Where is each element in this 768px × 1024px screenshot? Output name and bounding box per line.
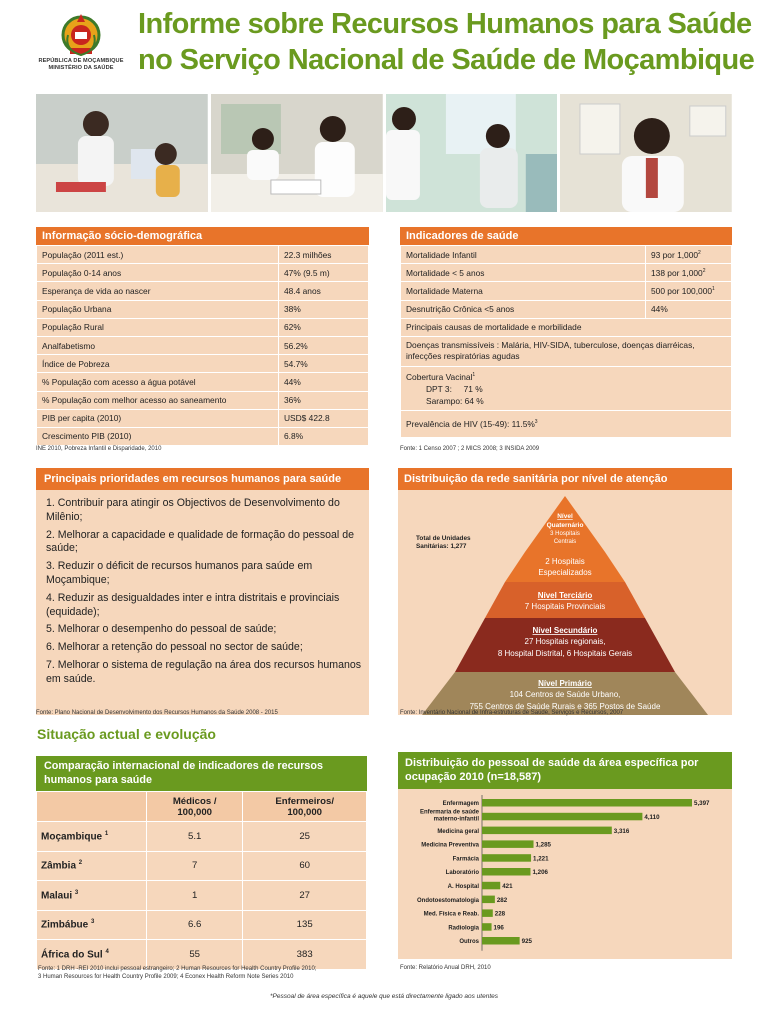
socio-row xyxy=(37,336,369,354)
socio-value: 48.4 anos xyxy=(279,282,369,300)
socio-label: População Urbana xyxy=(37,300,279,318)
doctors-value: 7 xyxy=(147,851,243,881)
health-label: Mortalidade < 5 anos xyxy=(401,264,646,282)
category-label: Medicina Preventiva xyxy=(421,842,479,849)
total-label-1: Total de Unidades xyxy=(416,535,471,542)
category-label: Ondotoestomatologia xyxy=(417,897,479,904)
health-label: Mortalidade Infantil xyxy=(401,246,646,264)
health-title: Indicadores de saúde xyxy=(400,227,732,245)
socio-row xyxy=(37,373,369,391)
socio-label: População (2011 est.) xyxy=(37,246,279,264)
value-label: 1,221 xyxy=(533,855,549,863)
dpt3-label: DPT 3: xyxy=(426,384,452,395)
secundario-title: Nível Secundário xyxy=(532,626,598,635)
coat-of-arms-icon xyxy=(58,10,104,58)
priorities-panel xyxy=(36,468,369,715)
value-label: 228 xyxy=(494,910,506,918)
socio-value: 44% xyxy=(279,373,369,391)
page-title xyxy=(138,6,758,78)
terciario-text: 7 Hospitais Provinciais xyxy=(524,602,606,611)
socio-row xyxy=(37,355,369,373)
pyramid-diagram xyxy=(398,490,732,715)
value-label: 4,110 xyxy=(644,814,660,821)
socio-label: % População com melhor acesso ao saneamento xyxy=(37,391,279,409)
hiv-value: Prevalência de HIV (15-49): 11.5% xyxy=(406,418,535,429)
vaccine-cell: Cobertura Vacinal$^1$ DPT 3: 71 % Sarampo: 64 % xyxy=(401,366,732,410)
secundario-text2: 8 Hospital Distrital, 6 Hospitais Gerais xyxy=(497,649,633,658)
category-label: Laboratório xyxy=(445,870,479,877)
socio-value: 22.3 milhões xyxy=(279,246,369,264)
photo-strip xyxy=(36,94,732,212)
health-label: Mortalidade Materna xyxy=(401,282,646,300)
doctors-value: 1 xyxy=(147,881,243,911)
bar xyxy=(482,827,612,835)
priority-item: 7. Melhorar o sistema de regulação na área dos recursos humanos em saúde. xyxy=(46,658,362,685)
vaccine-title: Cobertura Vacinal xyxy=(406,372,473,383)
doctors-value: 6.6 xyxy=(147,910,243,940)
socio-row xyxy=(37,409,369,427)
value-label: 5,397 xyxy=(694,800,710,808)
health-row xyxy=(401,246,732,264)
socio-value: 36% xyxy=(279,391,369,409)
health-table xyxy=(400,245,732,438)
causes-text: Doenças transmissíveis : Malária, HIV-SIDA, tuberculose, doenças diarréicas, infecções respiratórias agudas xyxy=(401,336,732,366)
nurses-value: 25 xyxy=(243,822,367,852)
value-label: 1,206 xyxy=(532,869,548,877)
emblem xyxy=(33,10,129,72)
socio-value: 62% xyxy=(279,318,369,336)
bar xyxy=(482,896,495,904)
quaternario-title2: Quaternário xyxy=(546,522,584,529)
health-row xyxy=(401,300,732,318)
socio-label: População Rural xyxy=(37,318,279,336)
bar xyxy=(482,813,642,821)
socio-value: 54.7% xyxy=(279,355,369,373)
value-label: 282 xyxy=(496,896,508,904)
priorities-source: Fonte: Plano Nacional de Desenvolvimento dos Recursos Humanos da Saúde 2008 - 2015 xyxy=(36,710,278,716)
country-name: Zâmbia $^2$ xyxy=(37,851,147,881)
measles-value: Sarampo: 64 % xyxy=(426,396,484,407)
primario-text1: 104 Centros de Saúde Urbano, xyxy=(509,690,621,699)
title-line-1: Informe sobre Recursos Humanos para Saúde xyxy=(138,8,752,40)
pyramid-terciario xyxy=(485,582,645,618)
doctors-value: 5.1 xyxy=(147,822,243,852)
value-label: 196 xyxy=(493,924,504,932)
total-label-2: Sanitárias: 1,277 xyxy=(416,543,467,550)
doctors-value: 55 xyxy=(147,940,243,970)
comparison-source xyxy=(38,965,378,981)
col-doctors: Médicos / 100,000 xyxy=(147,792,243,822)
priority-item: 2. Melhorar a capacidade e qualidade de formação do pessoal de saúde; xyxy=(46,528,355,555)
health-source: Fonte: 1 Censo 2007 ; 2 MICS 2008; 3 INSIDA 2009 xyxy=(400,446,540,452)
socio-label: Índice de Pobreza xyxy=(37,355,279,373)
category-label: Radiologia xyxy=(448,925,479,932)
col-nurses: Enfermeiros/ 100,000 xyxy=(243,792,367,822)
priority-item: 5. Melhorar o desempenho do pessoal de saúde; xyxy=(46,623,277,636)
socio-label: Crescimento PIB (2010) xyxy=(37,427,279,445)
health-value: 93 por 1,000$^2$ xyxy=(646,246,732,264)
comparison-row xyxy=(37,881,367,911)
secundario-text1: 27 Hospitais regionais, xyxy=(524,637,606,646)
socio-label: Esperança de vida ao nascer xyxy=(37,282,279,300)
photo-consultation xyxy=(36,94,208,212)
category-label: Outros xyxy=(459,939,479,946)
priority-item: 4. Reduzir as desigualdades inter e intra distritais e provinciais (equidade); xyxy=(46,591,340,618)
value-label: 421 xyxy=(502,883,513,890)
staff-chart xyxy=(398,789,732,959)
bar xyxy=(482,882,500,890)
socio-label: % População com acesso a água potável xyxy=(37,373,279,391)
value-label: 925 xyxy=(521,938,532,946)
socio-row xyxy=(37,300,369,318)
socio-value: 38% xyxy=(279,300,369,318)
nurses-value: 27 xyxy=(243,881,367,911)
hiv-cell: Prevalência de HIV (15-49): 11.5%$^3$ xyxy=(401,410,732,437)
socio-value: 47% (9.5 m) xyxy=(279,264,369,282)
socio-row xyxy=(37,246,369,264)
bar xyxy=(482,854,531,862)
terciario-title: Nível Terciário xyxy=(537,591,593,600)
staff-panel xyxy=(398,752,732,959)
primario-title: Nível Primário xyxy=(538,679,592,688)
comparison-panel xyxy=(36,756,367,970)
country-name: África do Sul $^4$ xyxy=(37,940,147,970)
bar xyxy=(482,923,492,931)
network-source: Fonte: Inventário Nacional de Infra-estruturas de Saúde, Serviços e Recursos, 2007 xyxy=(400,710,624,716)
bar xyxy=(482,799,692,807)
comparison-row xyxy=(37,910,367,940)
staff-source: Fonte: Relatório Anual DRH, 2010 xyxy=(400,965,491,971)
situation-title: Situação actual e evolução xyxy=(37,726,216,742)
title-line-2: no Serviço Nacional de Saúde de Moçambique xyxy=(138,44,755,76)
especializados-2: Especializados xyxy=(538,568,592,577)
country-name: Moçambique $^1$ xyxy=(37,822,147,852)
bar xyxy=(482,909,493,917)
comparison-corner xyxy=(37,792,147,822)
socio-value: 56.2% xyxy=(279,336,369,354)
socio-source: INE 2010, Pobreza Infantil e Disparidade, 2010 xyxy=(36,446,162,452)
comparison-source-2: 3 Human Resources for Health Country Profile 2009; 4 Econex Health Reform Note Series 2010 xyxy=(38,974,294,980)
socio-label: Analfabetismo xyxy=(37,336,279,354)
socio-row xyxy=(37,264,369,282)
health-label: Desnutrição Crônica <5 anos xyxy=(401,300,646,318)
health-row xyxy=(401,264,732,282)
value-label: 3,316 xyxy=(613,827,630,835)
country-name: Zimbábue $^3$ xyxy=(37,910,147,940)
staff-bar-chart xyxy=(398,789,732,959)
quaternario-text2: Centrais xyxy=(553,539,577,545)
bar xyxy=(482,840,534,848)
category-label: Farmácia xyxy=(452,856,479,863)
socio-label: PIB per capita (2010) xyxy=(37,409,279,427)
nurses-value: 383 xyxy=(243,940,367,970)
comparison-row xyxy=(37,822,367,852)
socio-title: Informação sócio-demográfica xyxy=(36,227,369,245)
photo-desk xyxy=(211,94,383,212)
dpt3-value: 71 % xyxy=(463,384,483,395)
country-name: Malaui $^3$ xyxy=(37,881,147,911)
comparison-row xyxy=(37,851,367,881)
comparison-source-1: Fonte: 1 DRH -REI 2010 inclui pessoal estrangeiro; 2 Human Resources for Health Country Profile 2010; xyxy=(38,966,317,972)
comparison-title: Comparação internacional de indicadores de recursos humanos para saúde xyxy=(36,756,367,791)
category-label: Med. Física e Reab. xyxy=(423,911,479,918)
primario-text2: 755 Centros de Saúde Rurais e 365 Postos de Saúde xyxy=(469,702,661,711)
nurses-value: 60 xyxy=(243,851,367,881)
health-panel xyxy=(400,227,732,438)
health-value: 44% xyxy=(646,300,732,318)
socio-row xyxy=(37,318,369,336)
network-panel xyxy=(398,468,732,715)
bar xyxy=(482,937,520,945)
value-label: 1,285 xyxy=(535,841,552,849)
footnote: *Pessoal de área específica é aquele que está directamente ligado aos utentes xyxy=(269,993,498,1000)
category-label: A. Hospital xyxy=(447,884,479,890)
socio-label: População 0-14 anos xyxy=(37,264,279,282)
health-value: 138 por 1,000$^2$ xyxy=(646,264,732,282)
health-value: 500 por 100,000$^1$ xyxy=(646,282,732,300)
quaternario-title: Nível xyxy=(557,513,573,520)
causes-title: Principais causas de mortalidade e morbilidade xyxy=(401,318,732,336)
emblem-caption-1: REPÚBLICA DE MOÇAMBIQUE xyxy=(38,58,124,64)
staff-title: Distribuição do pessoal de saúde da área específica por ocupação 2010 (n=18,587) xyxy=(398,752,732,789)
category-label: Enfermaria de saúde materno-infantil xyxy=(419,809,479,823)
socio-table xyxy=(36,245,369,446)
socio-panel xyxy=(36,227,369,446)
socio-row xyxy=(37,391,369,409)
quaternario-text1: 3 Hospitais xyxy=(550,531,580,537)
category-label: Enfermagem xyxy=(442,801,479,808)
health-row xyxy=(401,282,732,300)
especializados-1: 2 Hospitais xyxy=(545,557,585,566)
svg-text:Total de Unidades Sani xyxy=(416,535,472,550)
comparison-table xyxy=(36,791,367,970)
emblem-caption-2: MINISTÉRIO DA SAÚDE xyxy=(48,65,114,71)
photo-ward xyxy=(386,94,558,212)
priority-item: 6. Melhorar a retenção do pessoal no sector de saúde; xyxy=(46,641,303,654)
nurses-value: 135 xyxy=(243,910,367,940)
category-label: Medicina geral xyxy=(437,828,479,835)
network-pyramid xyxy=(398,490,732,715)
network-title: Distribuição da rede sanitária por nível de atenção xyxy=(398,468,732,490)
priorities-title: Principais prioridades em recursos humanos para saúde xyxy=(36,468,369,490)
priorities-list xyxy=(36,490,369,715)
bar xyxy=(482,868,530,876)
priority-item: 3. Reduzir o déficit de recursos humanos para saúde em Moçambique; xyxy=(46,560,313,586)
photo-doctor xyxy=(560,94,732,212)
socio-value: USD$ 422.8 xyxy=(279,409,369,427)
socio-row xyxy=(37,427,369,445)
socio-row xyxy=(37,282,369,300)
priority-item: 1. Contribuir para atingir os Objectivos de Desenvolvimento do Milênio; xyxy=(46,497,340,523)
socio-value: 6.8% xyxy=(279,427,369,445)
